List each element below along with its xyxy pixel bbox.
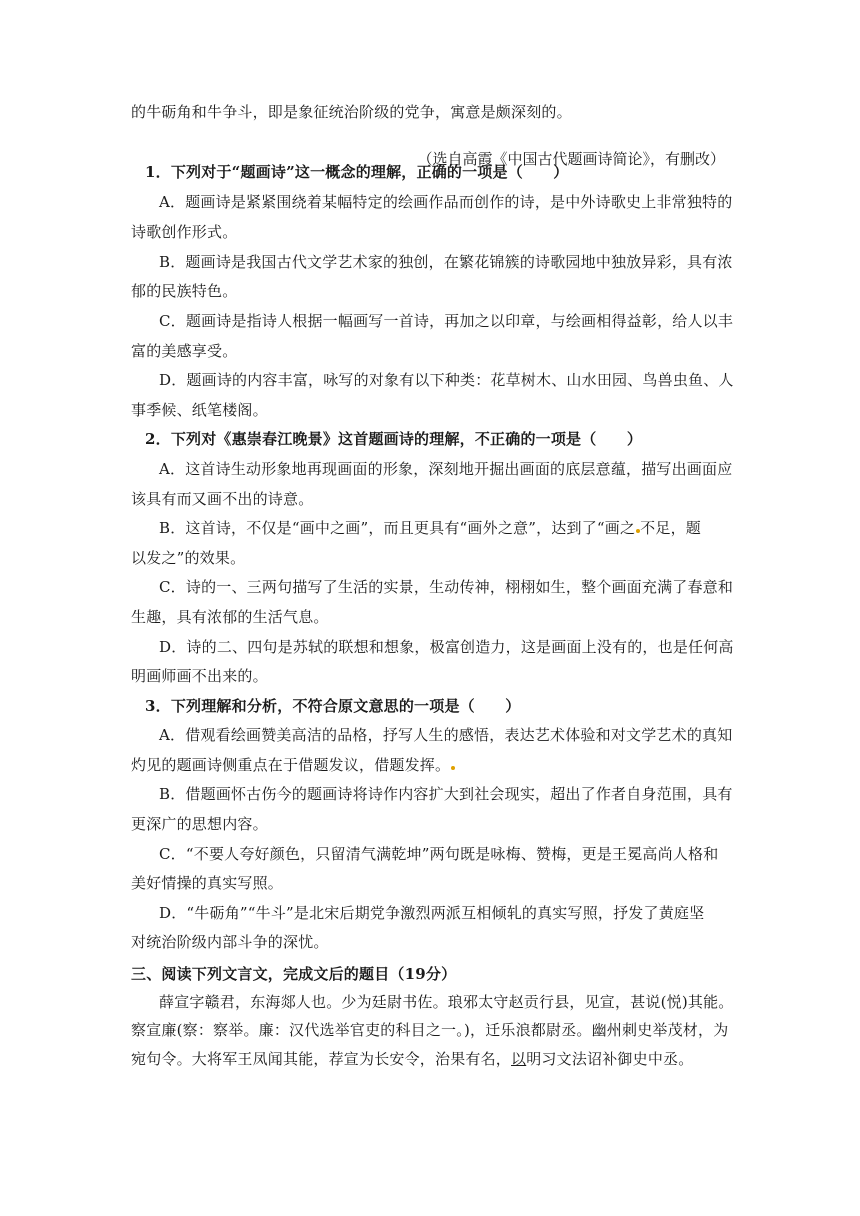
q1-option-d-cont: 事季候、纸笔楼阁。 xyxy=(131,401,268,419)
question-1-stem: 1．下列对于“题画诗”这一概念的理解，正确的一项是（ ） xyxy=(145,163,569,181)
classical-text-line-1: 薛宣字赣君，东海郯人也。少为廷尉书佐。琅邪太守赵贡行县，见宣，甚说(悦)其能。 xyxy=(159,993,734,1011)
q2-option-b xyxy=(131,514,731,544)
classical-text-line-3-part1: 宛句令。大将军王凤闻其能，荐宣为长安令，治果有名， xyxy=(131,1050,512,1068)
q3-option-c-cont: 美好情操的真实写照。 xyxy=(131,874,284,892)
section-3-heading: 三、阅读下列文言文，完成文后的题目（19分） xyxy=(131,965,457,983)
q1-option-b-cont: 郁的民族特色。 xyxy=(131,282,238,300)
q1-option-b: B．题画诗是我国古代文学艺术家的独创，在繁花锦簇的诗歌园地中独放异彩，具有浓 xyxy=(159,253,733,271)
q2-option-a: A．这首诗生动形象地再现画面的形象，深刻地开掘出画面的底层意蕴，描写出画面应 xyxy=(159,460,733,478)
q1-option-a: A．题画诗是紧紧围绕着某幅特定的绘画作品而创作的诗，是中外诗歌史上非常独特的 xyxy=(159,193,733,211)
q3-option-a-cont-text: 灼见的题画诗侧重点在于借题发议，借题发挥。 xyxy=(131,756,451,774)
underlined-word: 以 xyxy=(511,1050,527,1068)
q2-option-d-cont: 明画师画不出来的。 xyxy=(131,667,268,685)
question-3-stem: 3．下列理解和分析，不符合原文意思的一项是（ ） xyxy=(145,697,521,715)
question-2-stem: 2．下列对《惠崇春江晚景》这首题画诗的理解，不正确的一项是（ ） xyxy=(145,430,643,448)
q3-option-d-cont: 对统治阶级内部斗争的深忧。 xyxy=(131,933,329,951)
q3-option-b-cont: 更深广的思想内容。 xyxy=(131,815,268,833)
q2-option-c: C．诗的一、三两句描写了生活的实景，生动传神，栩栩如生，整个画面充满了春意和 xyxy=(159,578,734,596)
q1-option-c: C．题画诗是指诗人根据一幅画写一首诗，再加之以印章，与绘画相得益彰，给人以丰 xyxy=(159,312,734,330)
q1-option-c-cont: 富的美感享受。 xyxy=(131,342,238,360)
q2-option-b-part1: B．这首诗，不仅是“画中之画”，而且更具有“画外之意”，达到了“画之 xyxy=(159,519,636,537)
q3-option-a: A．借观看绘画赞美高洁的品格，抒写人生的感悟，表达艺术体验和对文学艺术的真知 xyxy=(159,726,733,744)
q3-option-d: D．“牛砺角”“牛斗”是北宋后期党争激烈两派互相倾轧的真实写照，抒发了黄庭坚 xyxy=(159,904,705,922)
classical-text-line-2: 察宣廉(察：察举。廉：汉代选举官吏的科目之一。)，迁乐浪都尉丞。幽州刺史举茂材，为 xyxy=(131,1021,729,1039)
q3-option-c: C．“不要人夸好颜色，只留清气满乾坤”两句既是咏梅、赞梅，更是王冕高尚人格和 xyxy=(159,845,719,863)
q2-option-a-cont: 该具有而又画不出的诗意。 xyxy=(131,490,314,508)
q2-option-c-cont: 生趣，具有浓郁的生活气息。 xyxy=(131,608,329,626)
classical-text-line-3 xyxy=(131,1045,731,1075)
annotation-mark xyxy=(451,766,455,770)
passage-last-line: 的牛砺角和牛争斗，即是象征统治阶级的党争，寓意是颇深刻的。 xyxy=(131,103,572,121)
q3-option-b: B．借题画怀古伤今的题画诗将诗作内容扩大到社会现实，超出了作者自身范围，具有 xyxy=(159,785,733,803)
classical-text-line-3-part2: 明习文法诏补御史中丞。 xyxy=(526,1050,694,1068)
q2-option-d: D．诗的二、四句是苏轼的联想和想象，极富创造力，这是画面上没有的，也是任何高 xyxy=(159,638,734,656)
source-citation: （选自高霞《中国古代题画诗简论》，有删改） xyxy=(417,150,725,168)
q2-option-b-cont: 以发之”的效果。 xyxy=(131,549,246,567)
q2-option-b-part2: 不足，题 xyxy=(640,519,701,537)
q3-option-a-cont xyxy=(131,751,731,781)
q1-option-a-cont: 诗歌创作形式。 xyxy=(131,223,238,241)
q1-option-d: D．题画诗的内容丰富，咏写的对象有以下种类：花草树木、山水田园、鸟兽虫鱼、人 xyxy=(159,371,734,389)
